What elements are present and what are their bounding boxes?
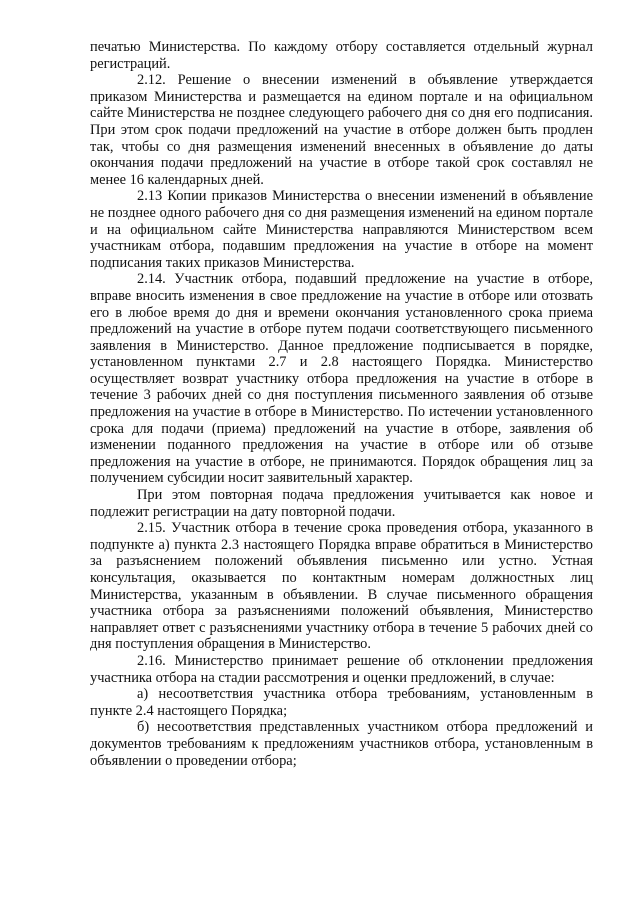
list-item-b: б) несоответствия представленных участником отбора предложений и документов требованиям к предложениям участников отбора, установленным в объявлении о проведении отбора;: [90, 719, 593, 769]
paragraph-2-14: 2.14. Участник отбора, подавший предложение на участие в отборе, вправе вносить изменения в свое предложение на участие в отборе или отозвать его в любое время до дня и времени окончания установленного срока приема предложений на участие в отборе путем подачи соответствующего письменного заявления в Министерство. Данное предложение подписывается в порядке, установленном пунктами 2.7 и 2.8 настоящего Порядка. Министерство осуществляет возврат участнику отбора предложения на участие в отборе в течение 3 рабочих дней со дня поступления письменного заявления об отзыве предложения на участие в отборе в Министерство. По истечении установленного срока для подачи (приема) предложений на участие в отборе, заявления об изменении поданного предложения на участие в отборе или об отзыве предложения на участие в отборе, не принимаются. Порядок обращения лиц за получением субсидии носит заявительный характер.: [90, 271, 593, 487]
paragraph-2-12: 2.12. Решение о внесении изменений в объявление утверждается приказом Министерства и размещается на едином портале и на официальном сайте Министерства не позднее следующего рабочего дня со дня его подписания. При этом срок подачи предложений на участие в отборе должен быть продлен так, чтобы со дня размещения изменений внесенных в объявление до даты окончания подачи предложений на участие в отборе такой срок составлял не менее 16 календарных дней.: [90, 72, 593, 188]
document-body: [90, 39, 593, 769]
paragraph-2-15: 2.15. Участник отбора в течение срока проведения отбора, указанного в подпункте а) пункта 2.3 настоящего Порядка вправе обратиться в Министерство за разъяснением положений объявления письменно или устно. Устная консультация, оказывается по контактным номерам должностных лиц Министерства, указанным в объявлении. В случае письменного обращения участника отбора за разъяснениями положений объявления, Министерство направляет ответ с разъяснениями участнику отбора в течение 5 рабочих дней со дня поступления обращения в Министерство.: [90, 520, 593, 653]
paragraph-2-16: 2.16. Министерство принимает решение об отклонении предложения участника отбора на стадии рассмотрения и оценки предложений, в случае:: [90, 652, 593, 686]
paragraph-2-13: 2.13 Копии приказов Министерства о внесении изменений в объявление не позднее одного рабочего дня со дня размещения изменений на едином портале и на официальном сайте Министерства направляются Министерством всем участникам отбора, подавшим предложения на участие в отборе на момент подписания таких приказов Министерства.: [90, 188, 593, 271]
paragraph-resubmission: При этом повторная подача предложения учитывается как новое и подлежит регистрации на дату повторной подачи.: [90, 487, 593, 520]
list-item-a: а) несоответствия участника отбора требованиям, установленным в пункте 2.4 настоящего Порядка;: [90, 686, 593, 719]
paragraph-continuation: печатью Министерства. По каждому отбору составляется отдельный журнал регистраций.: [90, 39, 593, 72]
